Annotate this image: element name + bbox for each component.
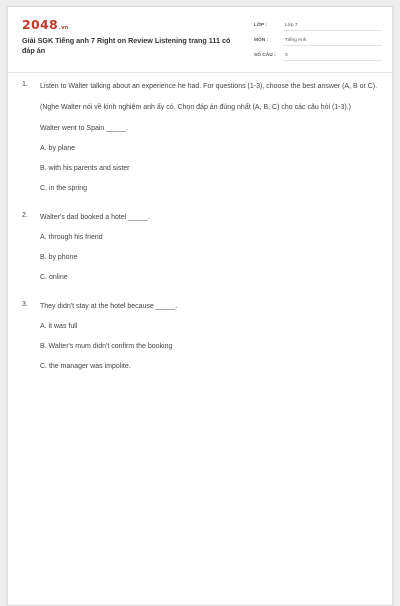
answer-option[interactable]: A. through his friend: [40, 234, 103, 241]
answer-option[interactable]: B. Walter's mum didn't confirm the booking: [40, 343, 173, 350]
meta-label: LỚP :: [254, 23, 268, 28]
worksheet-content: [8, 73, 392, 372]
question-2: [8, 212, 392, 283]
question-translation: (Nghe Walter nói về kinh nghiệm anh ấy có. Chọn đáp án đúng nhất (A, B, C) cho các câu hỏi (1-3).): [40, 104, 352, 111]
answer-option[interactable]: A. it was full: [40, 323, 78, 330]
question-number: 2.: [22, 212, 28, 219]
question-prompt: Walter went to Spain _____.: [40, 125, 128, 132]
answer-option[interactable]: B. with his parents and sister: [40, 165, 130, 172]
question-number: 1.: [22, 81, 28, 88]
meta-value: Lớp 7: [284, 21, 382, 31]
meta-row-count: [254, 48, 382, 63]
meta-row-class: [254, 18, 382, 33]
answer-option[interactable]: B. by phone: [40, 254, 78, 261]
answer-option[interactable]: C. the manager was impolite.: [40, 363, 131, 370]
answer-option[interactable]: A. by plane: [40, 145, 76, 152]
question-3: [8, 301, 392, 372]
meta-value: 3: [284, 51, 382, 61]
question-1: [8, 81, 392, 194]
worksheet-header: [8, 7, 392, 73]
question-text: They didn't stay at the hotel because _____.: [40, 303, 178, 310]
meta-label: SỐ CÂU :: [254, 53, 276, 58]
meta-value: Tiếng Anh: [284, 36, 382, 46]
worksheet-page: [7, 6, 393, 606]
logo-text: 2048: [22, 17, 58, 32]
answer-option[interactable]: C. in the spring: [40, 185, 88, 192]
answer-option[interactable]: C. online: [40, 274, 68, 281]
question-number: 3.: [22, 301, 28, 308]
spacer: [8, 194, 392, 212]
logo-tld: .vn: [59, 25, 69, 31]
spacer: [8, 283, 392, 301]
site-logo[interactable]: [22, 17, 69, 32]
question-text: Listen to Walter talking about an experience he had. For questions (1-3), choose the best answer (A, B or C).: [40, 83, 378, 90]
meta-row-subject: [254, 33, 382, 48]
question-text: Walter's dad booked a hotel _____.: [40, 214, 150, 221]
meta-info: [254, 18, 382, 63]
meta-label: MÔN :: [254, 38, 269, 43]
document-title: Giải SGK Tiếng anh 7 Right on Review Listening trang 111 có đáp án: [22, 36, 231, 55]
